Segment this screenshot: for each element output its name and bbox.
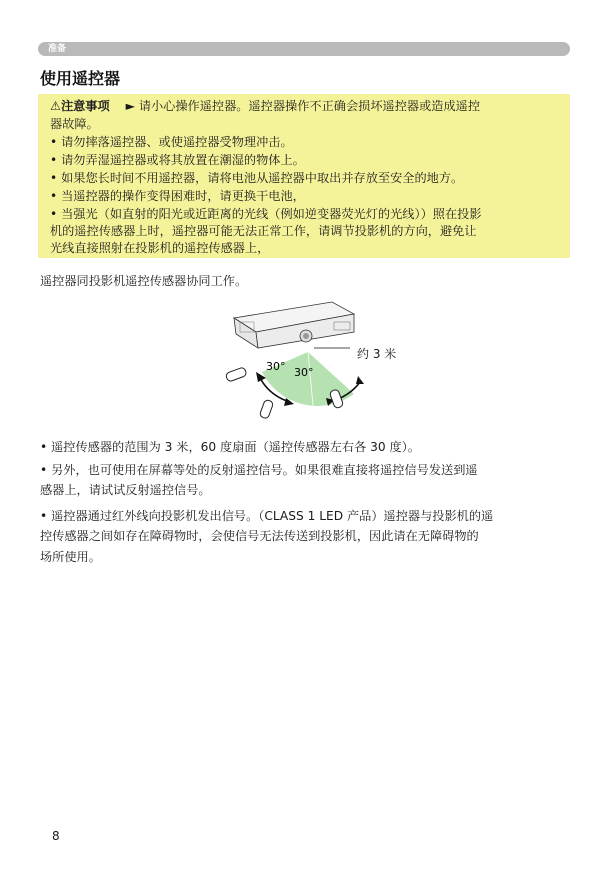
caution-line: • 如果您长时间不用遥控器，请将电池从遥控器中取出并存放至安全的地方。 [50, 171, 464, 185]
caution-line: • 当强光（如直射的阳光或近距离的光线（例如逆变器荧光灯的光线））照在投影 [50, 207, 482, 221]
note-line: 控传感器之间如存在障碍物时，会使信号无法传送到投影机，因此请在无障碍物的 [40, 529, 479, 543]
note-line: • 遥控传感器的范围为 3 米，60 度扇面（遥控传感器左右各 30 度）。 [40, 440, 420, 454]
caution-label: 注意事项 [60, 99, 110, 113]
intro-text: 遥控器同投影机遥控传感器协同工作。 [40, 274, 248, 288]
arrow-icon: ► [125, 99, 135, 113]
warning-icon: ⚠ [50, 99, 61, 113]
angle-right-label: 30° [294, 366, 314, 379]
caution-line: 器故障。 [50, 117, 99, 131]
note-line: • 遥控器通过红外线向投影机发出信号。（CLASS 1 LED 产品）遥控器与投影机的遥 [40, 509, 494, 523]
caution-line: • 请勿弄湿遥控器或将其放置在潮湿的物体上。 [50, 153, 305, 167]
note-line: • 另外，也可使用在屏幕等处的反射遥控信号。如果很难直接将遥控信号发送到遥 [40, 463, 478, 477]
note-line: 场所使用。 [40, 550, 101, 564]
page-number: 8 [52, 829, 60, 843]
caution-text: 请小心操作遥控器。遥控器操作不正确会损坏遥控器或造成遥控 [138, 99, 481, 113]
projector-illustration [234, 302, 354, 348]
note-line: 感器上，请试试反射遥控信号。 [40, 483, 211, 497]
caution-box [38, 94, 570, 258]
caution-line: 机的遥控传感器上时，遥控器可能无法正常工作，请调节投影机的方向，避免让 [50, 224, 477, 238]
caution-line: 光线直接照射在投影机的遥控传感器上， [50, 241, 270, 255]
angle-left-label: 30° [266, 360, 286, 373]
distance-label: 约 3 米 [357, 347, 397, 361]
page-title: 使用遥控器 [40, 69, 121, 88]
section-header-bar [38, 42, 570, 56]
caution-line: • 当遥控器的操作变得困难时，请更换干电池， [50, 189, 305, 203]
caution-first-line [50, 98, 480, 115]
section-label: 准备 [48, 44, 67, 54]
caution-line: • 请勿摔落遥控器、或使遥控器受物理冲击。 [50, 135, 293, 149]
